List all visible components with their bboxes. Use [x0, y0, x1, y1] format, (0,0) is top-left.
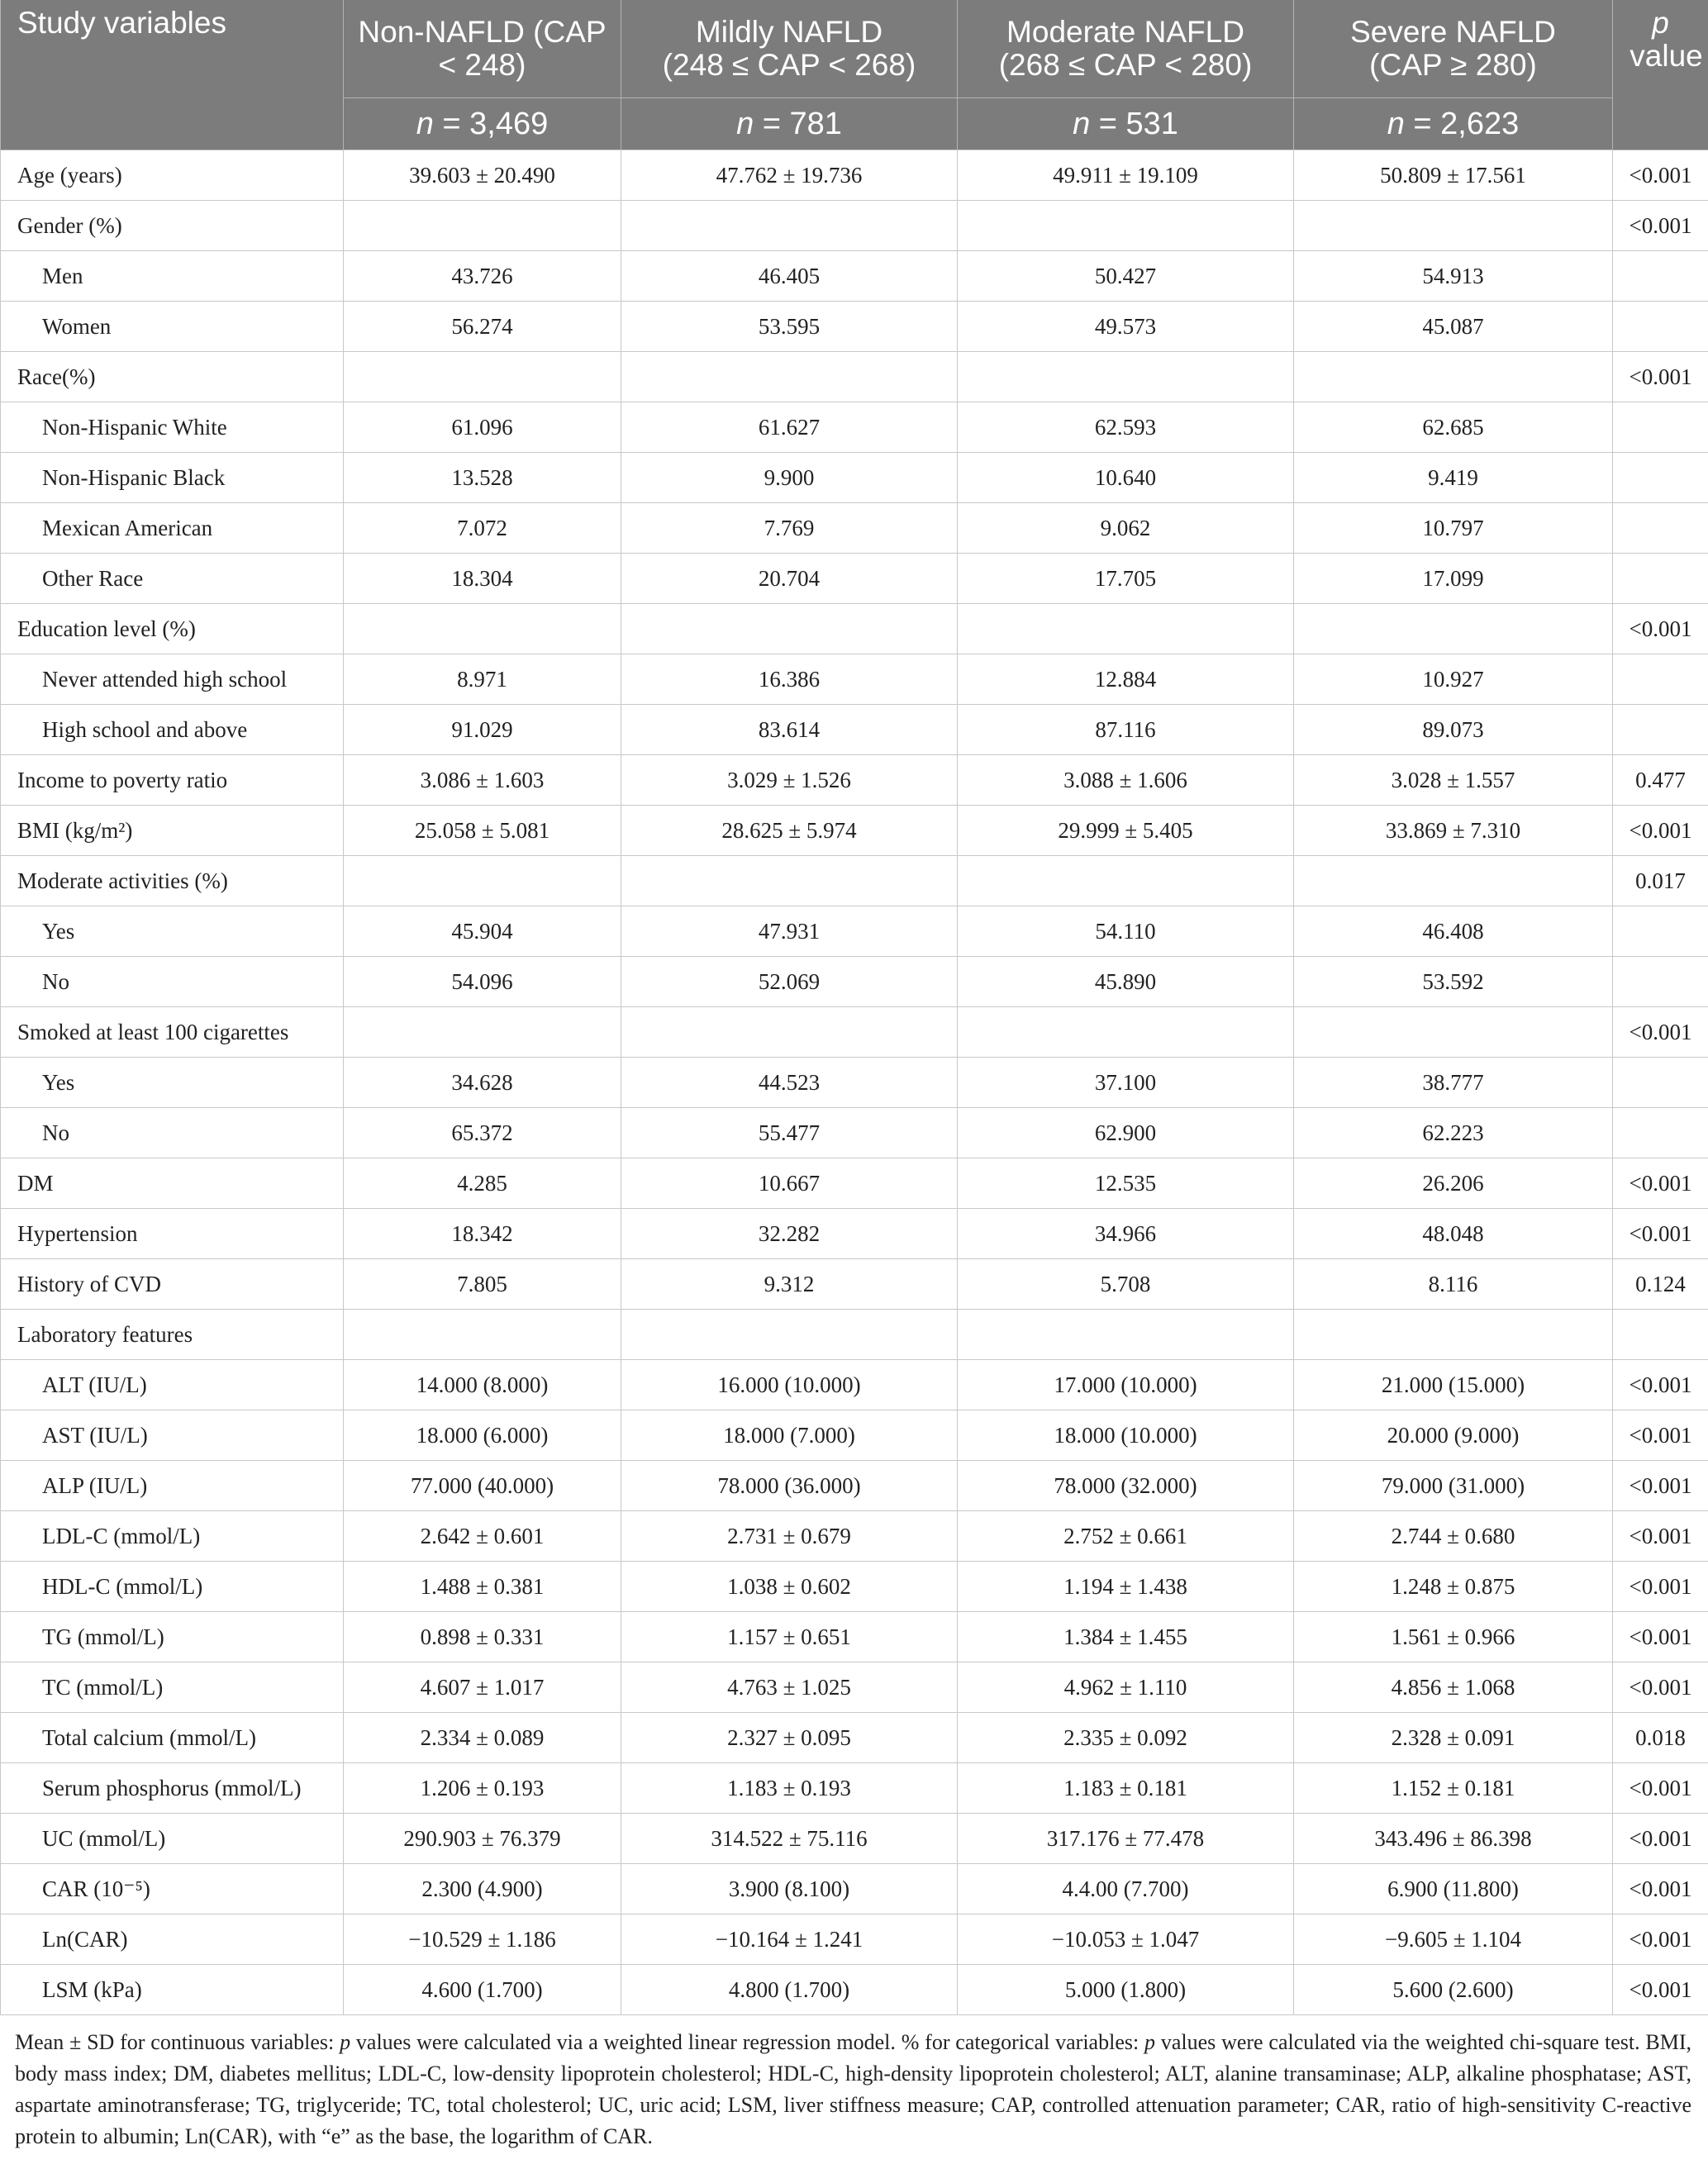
cell-value: 78.000 (32.000): [958, 1461, 1294, 1511]
cell-value: 62.900: [958, 1108, 1294, 1158]
cell-value: 65.372: [344, 1108, 621, 1158]
cell-value: 9.900: [621, 453, 958, 503]
cell-p-value: [1613, 251, 1708, 302]
cell-p-value: <0.001: [1613, 1662, 1708, 1713]
row-label: CAR (10⁻⁵): [1, 1864, 344, 1914]
table-row: [1, 503, 1708, 554]
cell-value: [621, 201, 958, 251]
cell-value: [344, 604, 621, 654]
table-row: [1, 705, 1708, 755]
row-label: Income to poverty ratio: [1, 755, 344, 806]
cell-value: 7.769: [621, 503, 958, 554]
row-label: No: [1, 1108, 344, 1158]
cell-p-value: <0.001: [1613, 1965, 1708, 2015]
cell-value: 54.110: [958, 906, 1294, 957]
row-label: Education level (%): [1, 604, 344, 654]
cell-value: −10.053 ± 1.047: [958, 1914, 1294, 1965]
cell-value: 45.904: [344, 906, 621, 957]
cell-value: 45.087: [1294, 302, 1613, 352]
cell-p-value: <0.001: [1613, 352, 1708, 402]
cell-value: 7.072: [344, 503, 621, 554]
header-n-moderate-nafld: n = 531: [958, 98, 1294, 150]
header-p-value: p value: [1613, 0, 1708, 150]
table-row: [1, 453, 1708, 503]
table-footnote: Mean ± SD for continuous variables: p values were calculated via a weighted linear regression model. % for categorical variables: p values were calculated via the weighted chi-square test. BMI, body mass index; DM, diabetes mellitus; LDL-C, low-density lipoprotein cholesterol; HDL-C, high-density lipoprotein cholesterol; ALT, alanine transaminase; ALP, alkaline phosphatase; AST, aspartate aminotransferase; TG, triglyceride; TC, total cholesterol; UC, uric acid; LSM, liver stiffness measure; CAP, controlled attenuation parameter; CAR, ratio of high-sensitivity C-reactive protein to albumin; Ln(CAR), with “e” as the base, the logarithm of CAR.: [15, 2030, 1692, 2148]
cell-value: 79.000 (31.000): [1294, 1461, 1613, 1511]
cell-value: 8.971: [344, 654, 621, 705]
table-row: [1, 604, 1708, 654]
cell-value: 49.573: [958, 302, 1294, 352]
cell-p-value: <0.001: [1613, 1511, 1708, 1562]
header-n-non-nafld: n = 3,469: [344, 98, 621, 150]
cell-p-value: <0.001: [1613, 1814, 1708, 1864]
table-body: [1, 150, 1708, 2015]
cell-value: 89.073: [1294, 705, 1613, 755]
table-row: [1, 1360, 1708, 1410]
cell-value: 1.248 ± 0.875: [1294, 1562, 1613, 1612]
cell-value: 43.726: [344, 251, 621, 302]
cell-value: [344, 352, 621, 402]
cell-value: 314.522 ± 75.116: [621, 1814, 958, 1864]
cell-p-value: <0.001: [1613, 1562, 1708, 1612]
row-label: Total calcium (mmol/L): [1, 1713, 344, 1763]
cell-value: 2.334 ± 0.089: [344, 1713, 621, 1763]
cell-value: [958, 352, 1294, 402]
header-n-mildly-nafld: n = 781: [621, 98, 958, 150]
cell-value: [1294, 1310, 1613, 1360]
cell-value: 28.625 ± 5.974: [621, 806, 958, 856]
cell-value: 34.628: [344, 1058, 621, 1108]
cell-value: 3.088 ± 1.606: [958, 755, 1294, 806]
cell-p-value: [1613, 402, 1708, 453]
cell-value: 18.304: [344, 554, 621, 604]
cell-value: 4.285: [344, 1158, 621, 1209]
cell-value: 1.183 ± 0.181: [958, 1763, 1294, 1814]
cell-value: [621, 856, 958, 906]
table-row: [1, 251, 1708, 302]
cell-value: 25.058 ± 5.081: [344, 806, 621, 856]
table-row: [1, 957, 1708, 1007]
cell-value: 2.642 ± 0.601: [344, 1511, 621, 1562]
row-label: TG (mmol/L): [1, 1612, 344, 1662]
cell-value: 54.096: [344, 957, 621, 1007]
cell-value: 53.592: [1294, 957, 1613, 1007]
cell-value: 343.496 ± 86.398: [1294, 1814, 1613, 1864]
row-label: Hypertension: [1, 1209, 344, 1259]
row-label: High school and above: [1, 705, 344, 755]
cell-value: 44.523: [621, 1058, 958, 1108]
cell-value: 20.704: [621, 554, 958, 604]
cell-value: 29.999 ± 5.405: [958, 806, 1294, 856]
cell-value: [958, 201, 1294, 251]
cell-value: 14.000 (8.000): [344, 1360, 621, 1410]
cell-value: 87.116: [958, 705, 1294, 755]
header-moderate-nafld: Moderate NAFLD (268 ≤ CAP < 280): [958, 0, 1294, 98]
table-row: [1, 755, 1708, 806]
table-row: [1, 150, 1708, 201]
table-row: [1, 654, 1708, 705]
cell-value: 6.900 (11.800): [1294, 1864, 1613, 1914]
cell-value: 21.000 (15.000): [1294, 1360, 1613, 1410]
cell-value: 2.328 ± 0.091: [1294, 1713, 1613, 1763]
cell-p-value: <0.001: [1613, 1914, 1708, 1965]
cell-value: −10.164 ± 1.241: [621, 1914, 958, 1965]
table-row: [1, 352, 1708, 402]
cell-value: 1.183 ± 0.193: [621, 1763, 958, 1814]
cell-value: [344, 856, 621, 906]
cell-p-value: [1613, 1310, 1708, 1360]
cell-value: 38.777: [1294, 1058, 1613, 1108]
row-label: Never attended high school: [1, 654, 344, 705]
row-label: Yes: [1, 1058, 344, 1108]
cell-value: 17.705: [958, 554, 1294, 604]
row-label: Non-Hispanic White: [1, 402, 344, 453]
cell-p-value: 0.477: [1613, 755, 1708, 806]
cell-value: 47.931: [621, 906, 958, 957]
cell-value: 3.086 ± 1.603: [344, 755, 621, 806]
row-label: Non-Hispanic Black: [1, 453, 344, 503]
table-row: [1, 1511, 1708, 1562]
cell-value: [621, 604, 958, 654]
cell-value: 26.206: [1294, 1158, 1613, 1209]
row-label: Gender (%): [1, 201, 344, 251]
row-label: AST (IU/L): [1, 1410, 344, 1461]
row-label: Yes: [1, 906, 344, 957]
cell-value: 3.029 ± 1.526: [621, 755, 958, 806]
cell-value: 37.100: [958, 1058, 1294, 1108]
row-label: Age (years): [1, 150, 344, 201]
cell-value: [1294, 352, 1613, 402]
table-row: [1, 1562, 1708, 1612]
cell-value: 5.600 (2.600): [1294, 1965, 1613, 2015]
table-row: [1, 1209, 1708, 1259]
cell-p-value: <0.001: [1613, 1612, 1708, 1662]
table-row: [1, 402, 1708, 453]
row-label: Smoked at least 100 cigarettes: [1, 1007, 344, 1058]
row-label: LSM (kPa): [1, 1965, 344, 2015]
cell-value: 2.335 ± 0.092: [958, 1713, 1294, 1763]
table-row: [1, 302, 1708, 352]
row-label: Men: [1, 251, 344, 302]
row-label: Other Race: [1, 554, 344, 604]
cell-value: 12.884: [958, 654, 1294, 705]
cell-value: −10.529 ± 1.186: [344, 1914, 621, 1965]
cell-value: 62.223: [1294, 1108, 1613, 1158]
table-row: [1, 1410, 1708, 1461]
table-row: [1, 1662, 1708, 1713]
cell-value: 4.962 ± 1.110: [958, 1662, 1294, 1713]
table-row: [1, 906, 1708, 957]
table-row: [1, 1713, 1708, 1763]
cell-value: 1.152 ± 0.181: [1294, 1763, 1613, 1814]
cell-value: 53.595: [621, 302, 958, 352]
cell-p-value: [1613, 957, 1708, 1007]
cell-value: [958, 856, 1294, 906]
row-label: Mexican American: [1, 503, 344, 554]
table-row: [1, 1612, 1708, 1662]
table-row: [1, 1965, 1708, 2015]
cell-p-value: [1613, 453, 1708, 503]
cell-value: 62.593: [958, 402, 1294, 453]
table-row: [1, 1763, 1708, 1814]
cell-p-value: [1613, 1058, 1708, 1108]
row-label: TC (mmol/L): [1, 1662, 344, 1713]
row-label: Ln(CAR): [1, 1914, 344, 1965]
cell-value: 13.528: [344, 453, 621, 503]
cell-value: 3.028 ± 1.557: [1294, 755, 1613, 806]
cell-value: 7.805: [344, 1259, 621, 1310]
cell-value: [958, 1007, 1294, 1058]
cell-p-value: <0.001: [1613, 1158, 1708, 1209]
cell-value: [1294, 1007, 1613, 1058]
cell-value: 0.898 ± 0.331: [344, 1612, 621, 1662]
table-row: [1, 1864, 1708, 1914]
cell-value: −9.605 ± 1.104: [1294, 1914, 1613, 1965]
row-label: Moderate activities (%): [1, 856, 344, 906]
row-label: ALP (IU/L): [1, 1461, 344, 1511]
cell-value: [958, 1310, 1294, 1360]
cell-value: 1.206 ± 0.193: [344, 1763, 621, 1814]
cell-value: [344, 1310, 621, 1360]
table-row: [1, 1058, 1708, 1108]
cell-value: 1.561 ± 0.966: [1294, 1612, 1613, 1662]
cell-value: 2.744 ± 0.680: [1294, 1511, 1613, 1562]
table-row: [1, 1814, 1708, 1864]
header-mildly-nafld: Mildly NAFLD (248 ≤ CAP < 268): [621, 0, 958, 98]
cell-value: [1294, 856, 1613, 906]
row-label: Laboratory features: [1, 1310, 344, 1360]
table-row: [1, 1108, 1708, 1158]
cell-p-value: <0.001: [1613, 1461, 1708, 1511]
cell-p-value: [1613, 302, 1708, 352]
cell-p-value: <0.001: [1613, 201, 1708, 251]
cell-value: 2.300 (4.900): [344, 1864, 621, 1914]
row-label: Serum phosphorus (mmol/L): [1, 1763, 344, 1814]
cell-value: 317.176 ± 77.478: [958, 1814, 1294, 1864]
cell-value: 8.116: [1294, 1259, 1613, 1310]
cell-value: 20.000 (9.000): [1294, 1410, 1613, 1461]
cell-value: 45.890: [958, 957, 1294, 1007]
cell-value: 4.607 ± 1.017: [344, 1662, 621, 1713]
cell-value: 1.488 ± 0.381: [344, 1562, 621, 1612]
cell-value: [1294, 201, 1613, 251]
table-row: [1, 1914, 1708, 1965]
cell-value: 18.000 (6.000): [344, 1410, 621, 1461]
cell-p-value: <0.001: [1613, 1209, 1708, 1259]
cell-value: [1294, 604, 1613, 654]
table-row: [1, 1158, 1708, 1209]
cell-value: 9.419: [1294, 453, 1613, 503]
cell-value: 2.752 ± 0.661: [958, 1511, 1294, 1562]
cell-value: 49.911 ± 19.109: [958, 150, 1294, 201]
cell-p-value: <0.001: [1613, 150, 1708, 201]
table-row: [1, 1310, 1708, 1360]
cell-value: 61.096: [344, 402, 621, 453]
row-label: History of CVD: [1, 1259, 344, 1310]
cell-value: 16.386: [621, 654, 958, 705]
cell-value: 50.809 ± 17.561: [1294, 150, 1613, 201]
cell-p-value: [1613, 1108, 1708, 1158]
cell-value: 34.966: [958, 1209, 1294, 1259]
cell-value: 16.000 (10.000): [621, 1360, 958, 1410]
row-label: UC (mmol/L): [1, 1814, 344, 1864]
cell-p-value: 0.124: [1613, 1259, 1708, 1310]
cell-value: 17.099: [1294, 554, 1613, 604]
cell-value: 18.342: [344, 1209, 621, 1259]
cell-value: 12.535: [958, 1158, 1294, 1209]
cell-p-value: <0.001: [1613, 604, 1708, 654]
cell-value: [621, 352, 958, 402]
cell-value: 4.4.00 (7.700): [958, 1864, 1294, 1914]
row-label: DM: [1, 1158, 344, 1209]
cell-value: 1.194 ± 1.438: [958, 1562, 1294, 1612]
cell-value: 10.927: [1294, 654, 1613, 705]
cell-value: 9.312: [621, 1259, 958, 1310]
cell-value: 3.900 (8.100): [621, 1864, 958, 1914]
row-label: Race(%): [1, 352, 344, 402]
table-row: [1, 201, 1708, 251]
cell-p-value: [1613, 554, 1708, 604]
cell-value: [344, 201, 621, 251]
cell-value: 2.327 ± 0.095: [621, 1713, 958, 1763]
header-non-nafld: Non-NAFLD (CAP < 248): [344, 0, 621, 98]
cell-value: 10.667: [621, 1158, 958, 1209]
table-row: [1, 1259, 1708, 1310]
cell-value: 46.408: [1294, 906, 1613, 957]
cell-p-value: 0.018: [1613, 1713, 1708, 1763]
cell-value: 2.731 ± 0.679: [621, 1511, 958, 1562]
header-severe-nafld: Severe NAFLD (CAP ≥ 280): [1294, 0, 1613, 98]
table-header: [1, 0, 1708, 150]
cell-value: 61.627: [621, 402, 958, 453]
cell-p-value: <0.001: [1613, 1864, 1708, 1914]
cell-value: 4.763 ± 1.025: [621, 1662, 958, 1713]
cell-value: 33.869 ± 7.310: [1294, 806, 1613, 856]
table-row: [1, 1007, 1708, 1058]
cell-value: 1.157 ± 0.651: [621, 1612, 958, 1662]
table-row: [1, 1461, 1708, 1511]
cell-value: 5.000 (1.800): [958, 1965, 1294, 2015]
cell-value: [344, 1007, 621, 1058]
cell-p-value: <0.001: [1613, 1360, 1708, 1410]
cell-value: 52.069: [621, 957, 958, 1007]
cell-p-value: <0.001: [1613, 1763, 1708, 1814]
cell-value: 39.603 ± 20.490: [344, 150, 621, 201]
cell-value: 91.029: [344, 705, 621, 755]
table-row: [1, 554, 1708, 604]
cell-p-value: 0.017: [1613, 856, 1708, 906]
cell-value: 56.274: [344, 302, 621, 352]
cell-value: 46.405: [621, 251, 958, 302]
cell-value: 47.762 ± 19.736: [621, 150, 958, 201]
row-label: LDL-C (mmol/L): [1, 1511, 344, 1562]
cell-value: 32.282: [621, 1209, 958, 1259]
cell-value: 17.000 (10.000): [958, 1360, 1294, 1410]
cell-value: 62.685: [1294, 402, 1613, 453]
cell-value: 18.000 (10.000): [958, 1410, 1294, 1461]
row-label: BMI (kg/m²): [1, 806, 344, 856]
cell-value: 78.000 (36.000): [621, 1461, 958, 1511]
cell-value: [621, 1007, 958, 1058]
cell-p-value: [1613, 654, 1708, 705]
cell-value: 1.038 ± 0.602: [621, 1562, 958, 1612]
cell-value: 4.800 (1.700): [621, 1965, 958, 2015]
cell-p-value: <0.001: [1613, 1410, 1708, 1461]
row-label: HDL-C (mmol/L): [1, 1562, 344, 1612]
cell-value: 290.903 ± 76.379: [344, 1814, 621, 1864]
cell-value: 18.000 (7.000): [621, 1410, 958, 1461]
row-label: No: [1, 957, 344, 1007]
cell-value: 54.913: [1294, 251, 1613, 302]
cell-p-value: <0.001: [1613, 806, 1708, 856]
cell-value: [621, 1310, 958, 1360]
header-n-severe-nafld: n = 2,623: [1294, 98, 1613, 150]
cell-value: 50.427: [958, 251, 1294, 302]
cell-value: 9.062: [958, 503, 1294, 554]
cell-p-value: [1613, 705, 1708, 755]
cell-value: 48.048: [1294, 1209, 1613, 1259]
cell-value: [958, 604, 1294, 654]
cell-value: 4.856 ± 1.068: [1294, 1662, 1613, 1713]
row-label: Women: [1, 302, 344, 352]
cell-value: 55.477: [621, 1108, 958, 1158]
cell-value: 4.600 (1.700): [344, 1965, 621, 2015]
cell-value: 10.797: [1294, 503, 1613, 554]
cell-value: 10.640: [958, 453, 1294, 503]
cell-value: 83.614: [621, 705, 958, 755]
cell-value: 1.384 ± 1.455: [958, 1612, 1294, 1662]
table-row: [1, 806, 1708, 856]
cell-p-value: [1613, 503, 1708, 554]
cell-value: 77.000 (40.000): [344, 1461, 621, 1511]
table-row: [1, 856, 1708, 906]
row-label: ALT (IU/L): [1, 1360, 344, 1410]
cell-p-value: <0.001: [1613, 1007, 1708, 1058]
cell-p-value: [1613, 906, 1708, 957]
cell-value: 5.708: [958, 1259, 1294, 1310]
header-study-variables: Study variables: [1, 0, 344, 150]
